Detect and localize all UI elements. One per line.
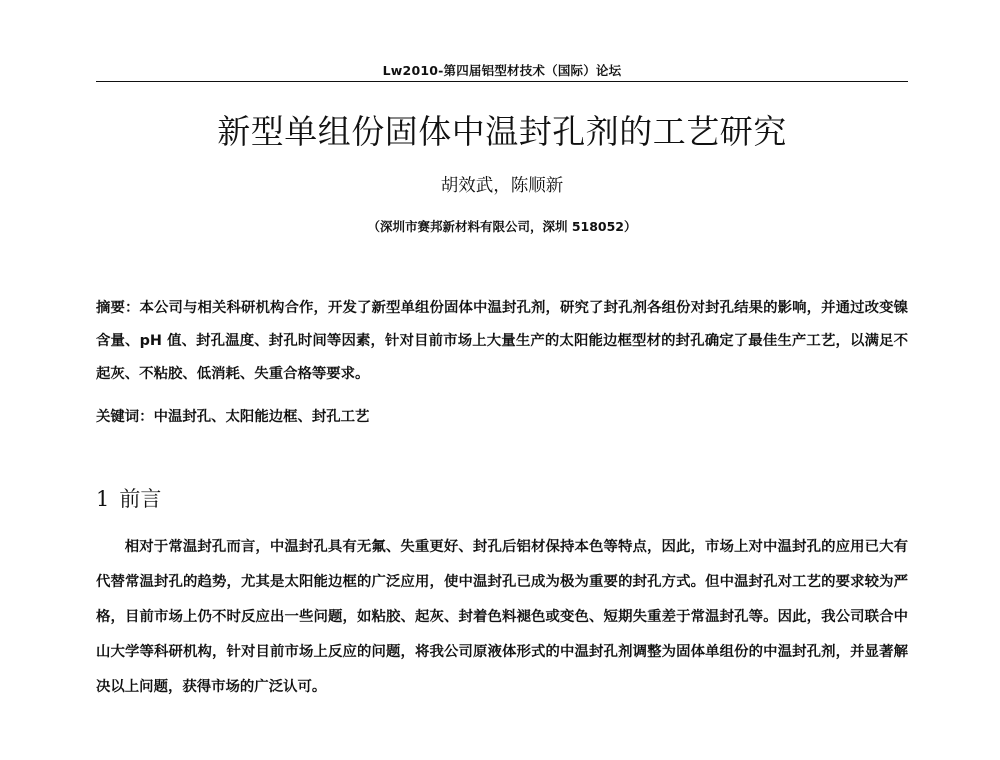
affiliation: （深圳市赛邦新材料有限公司，深圳 518052） (367, 219, 637, 234)
paper-title: 新型单组份固体中温封孔剂的工艺研究 (217, 112, 787, 151)
intro-paragraph: 相对于常温封孔而言，中温封孔具有无氟、失重更好、封孔后铝材保持本色等特点，因此，市场上对中温封孔的应用已大有代替常温封孔的趋势，尤其是太阳能边框的广泛应用，使中温封孔已成为极为重要的封孔方式。但中温封孔对工艺的要求较为严格，目前市场上仍不时反应出一些问题，如粘胶、起灰、封着色料褪色或变色、短期失重差于常温封孔等。因此，我公司联合中山大学等科研机构，针对目前市场上反应的问题，将我公司原液体形式的中温封孔剂调整为固体单组份的中温封孔剂，并显著解决以上问题，获得市场的广泛认可。 (96, 539, 908, 695)
authors: 胡效武，陈顺新 (440, 176, 564, 196)
abstract (96, 292, 908, 391)
abstract-label: 摘要： (96, 300, 140, 316)
header-rule (96, 81, 908, 82)
section-title: 前言 (119, 487, 162, 511)
conference-header: Lw2010-第四届铝型材技术（国际）论坛 (382, 63, 622, 78)
keywords-label: 关键词： (96, 409, 154, 425)
section-number: 1 (96, 487, 110, 511)
keywords (96, 401, 908, 434)
abstract-text: 本公司与相关科研机构合作，开发了新型单组份固体中温封孔剂，研究了封孔剂各组份对封孔结果的影响，并通过改变镍含量、pH 值、封孔温度、封孔时间等因素，针对目前市场上大量生产的太阳能边框型材的封孔确定了最佳生产工艺，以满足不起灰、不粘胶、低消耗、失重合格等要求。 (96, 300, 908, 382)
keywords-text: 中温封孔、太阳能边框、封孔工艺 (153, 409, 370, 425)
section-heading (96, 483, 908, 513)
